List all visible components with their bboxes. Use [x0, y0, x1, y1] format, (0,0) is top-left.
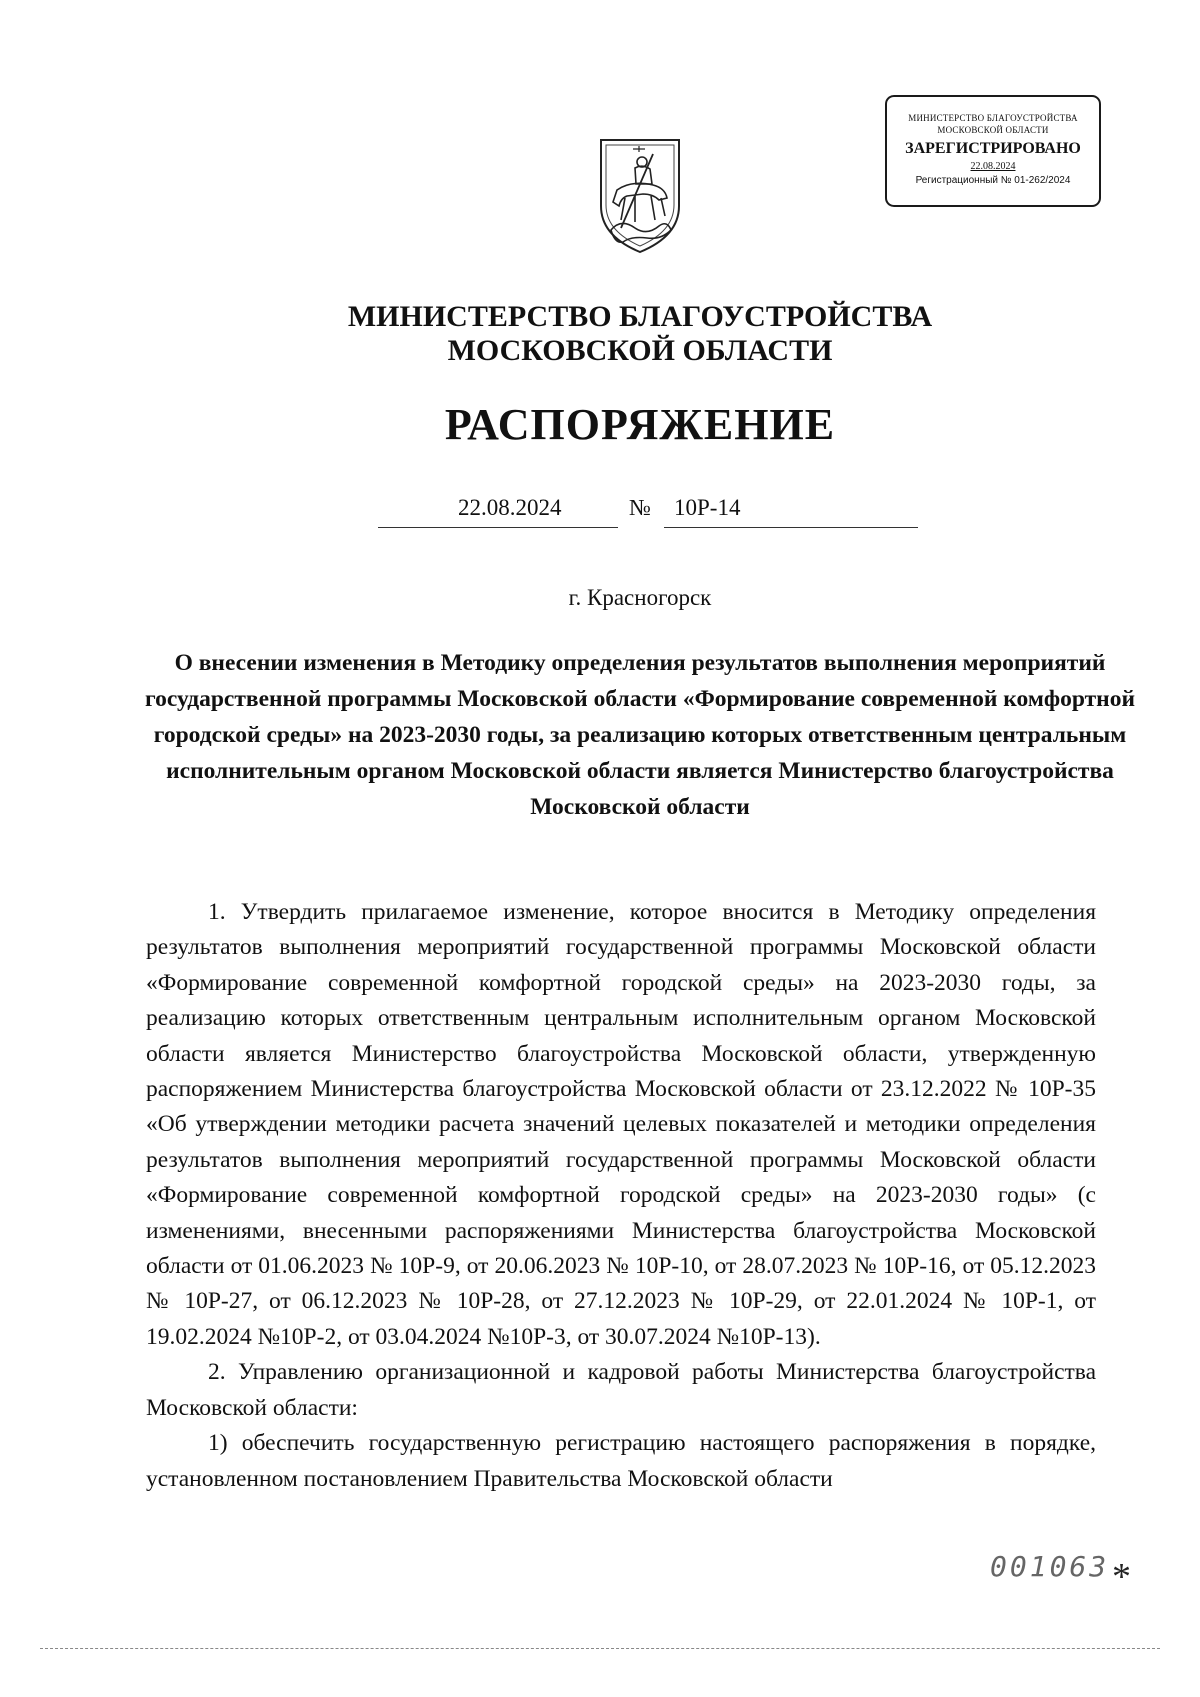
- paragraph-3: 1) обеспечить государственную регистрацию настоящего распоряжения в порядке, установленном постановлением Правительства Московской области: [146, 1430, 1096, 1492]
- asterisk-mark: *: [1112, 1556, 1131, 1598]
- stamp-line-1: МИНИСТЕРСТВО БЛАГОУСТРОЙСТВА: [908, 113, 1078, 123]
- number-underline: [664, 527, 918, 528]
- page-number: 001063: [990, 1550, 1110, 1583]
- stamp-date: 22.08.2024: [970, 161, 1016, 172]
- document-number: 10Р-14: [674, 495, 741, 520]
- document-type: РАСПОРЯЖЕНИЕ: [444, 400, 836, 449]
- paragraph-2: 2. Управлению организационной и кадровой работы Министерства благоустройства Московской области:: [146, 1359, 1096, 1421]
- paragraph-1: 1. Утвердить прилагаемое изменение, которое вносится в Методику определения результатов выполнения мероприятий государственной программы Московской области «Формирование современной комфортной городской среды» на 2023-2030 годы, за реализацию которых ответственным центральным исполнительным органом Московской области является Министерство благоустройства Московской области, утвержденную распоряжением Министерства благоустройства Московской области от 23.12.2022 № 10Р-35 «Об утверждении методики расчета значений целевых показателей и методики определения результатов выполнения мероприятий государственной программы Московской области «Формирование современной комфортной городской среды» на 2023-2030 годы» (с изменениями, внесенными распоряжениями Министерства благоустройства Московской области от 01.06.2023 № 10Р-9, от 20.06.2023 № 10Р-10, от 28.07.2023 № 10Р-16, от 05.12.2023 № 10Р-27, от 06.12.2023 № 10Р-28, от 27.12.2023 № 10Р-29, от 22.01.2024 № 10Р-1, от 19.02.2024 №10Р-2, от 03.04.2024 №10Р-3, от 30.07.2024 №10Р-13).: [146, 899, 1096, 1350]
- number-sign: №: [629, 495, 651, 520]
- date-number-line: [378, 495, 918, 531]
- document-body: [146, 895, 1096, 1497]
- ministry-name-line-2: МОСКОВСКОЙ ОБЛАСТИ: [447, 334, 833, 367]
- stamp-status: ЗАРЕГИСТРИРОВАНО: [905, 140, 1081, 157]
- stamp-line-2: МОСКОВСКОЙ ОБЛАСТИ: [937, 125, 1049, 135]
- ministry-name-line-1: МИНИСТЕРСТВО БЛАГОУСТРОЙСТВА: [347, 300, 933, 333]
- footer-divider: [40, 1648, 1160, 1649]
- stamp-reg-number: Регистрационный № 01-262/2024: [915, 175, 1071, 186]
- date-underline: [378, 527, 618, 528]
- city: г. Красногорск: [568, 585, 712, 610]
- document-title: О внесении изменения в Методику определения результатов выполнения мероприятий государственной программы Московской области «Формирование современной комфортной городской среды» на 2023-2030 годы, за реализацию которых ответственным центральным исполнительным органом Московской области является Министерство благоустройства Московской области: [144, 650, 1135, 820]
- ministry-name: [200, 300, 1080, 368]
- coat-of-arms-icon: [595, 132, 685, 256]
- registration-stamp: [885, 95, 1101, 207]
- document-date: 22.08.2024: [458, 495, 562, 520]
